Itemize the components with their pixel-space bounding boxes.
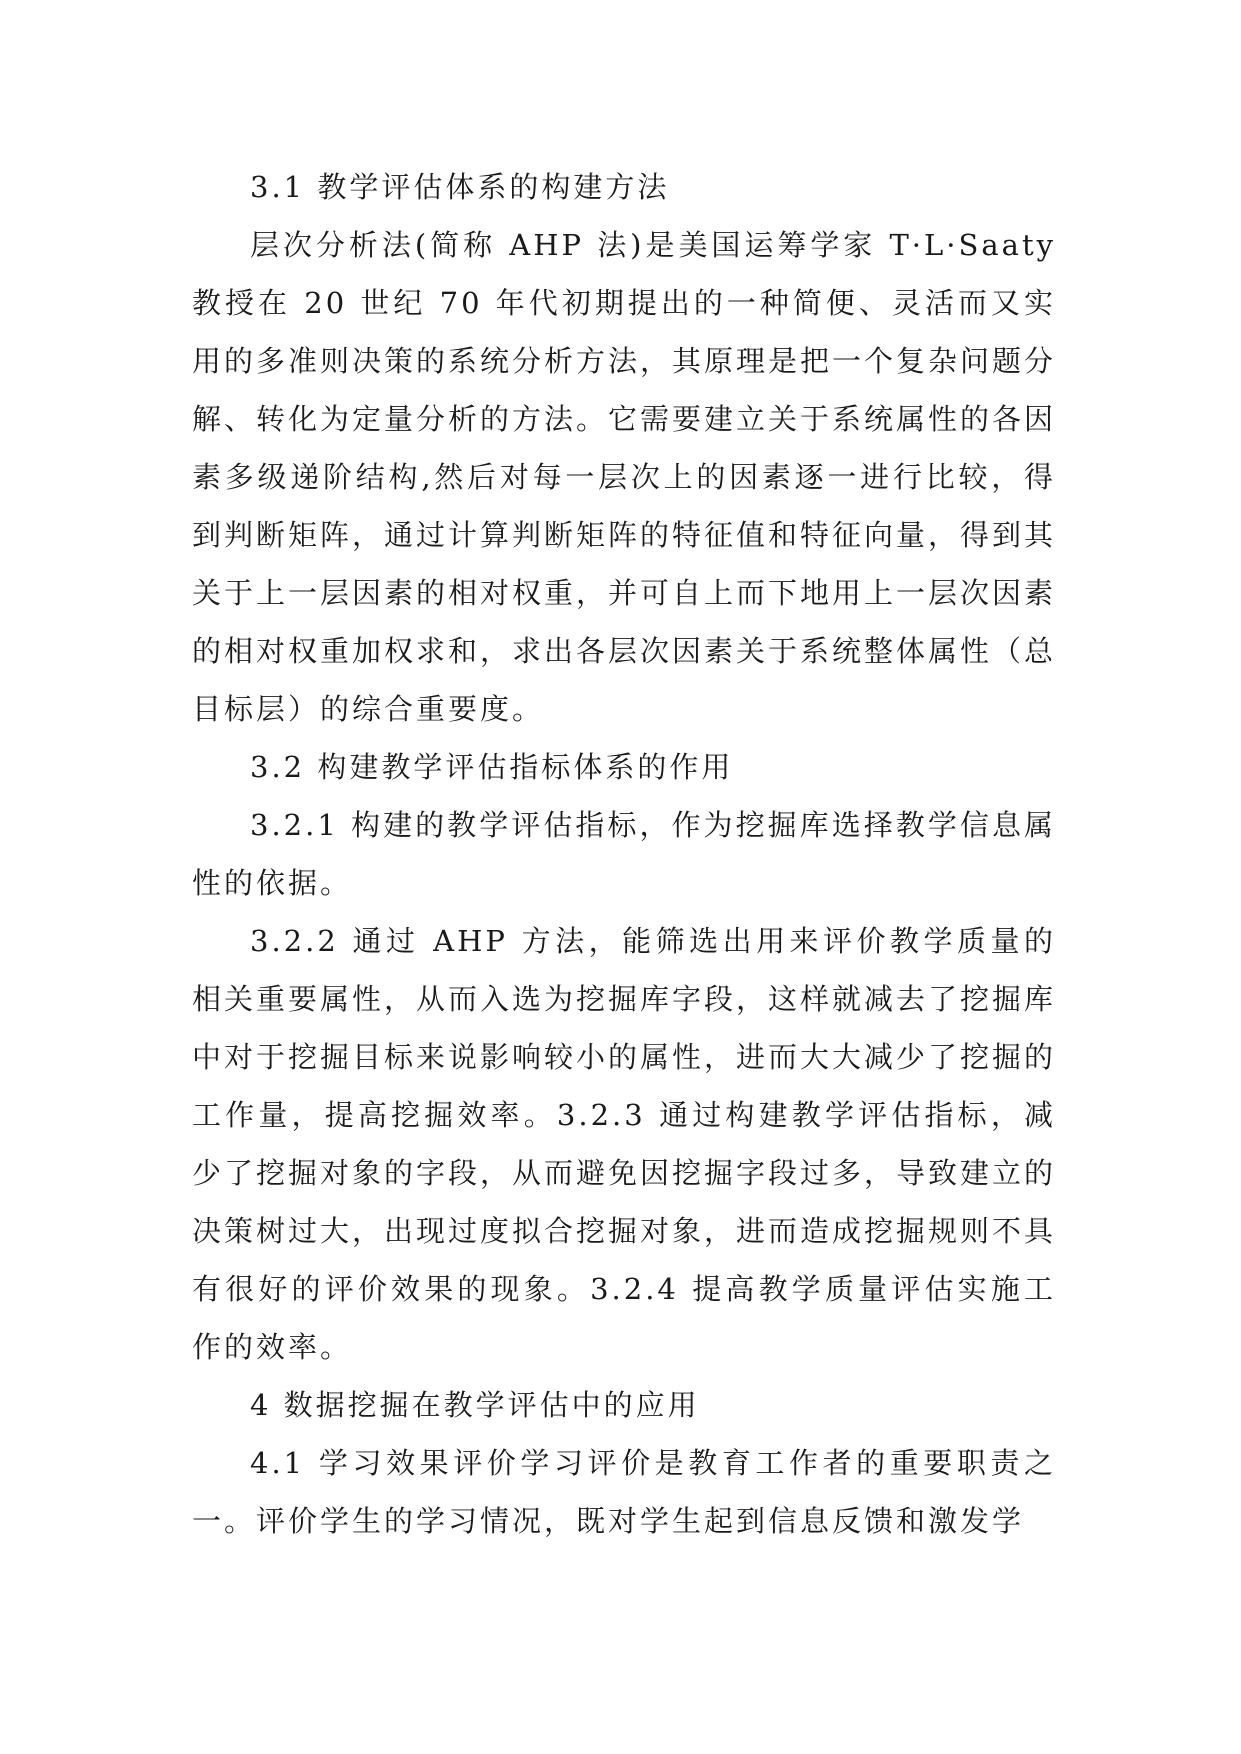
paragraph-3-2-2: 3.2.2 通过 AHP 方法，能筛选出用来评价教学质量的相关重要属性，从而入选为挖掘库字段，这样就减去了挖掘库中对于挖掘目标来说影响较小的属性，进而大大减少了挖掘的工作量，提高挖掘效率。3.2.3 通过构建教学评估指标，减少了挖掘对象的字段，从而避免因挖掘字段过多，导致建立的决策树过大，出现过度拟合挖掘对象，进而造成挖掘规则不具有很好的评价效果的现象。3.2.4 提高教学质量评估实施工作的效率。: [192, 924, 1057, 1364]
paragraph-3-2-1: 3.2.1 构建的教学评估指标，作为挖掘库选择教学信息属性的依据。: [192, 808, 1056, 900]
paragraph-ahp-intro: 层次分析法(简称 AHP 法)是美国运筹学家 T·L·Saaty 教授在 20 世纪 70 年代初期提出的一种简便、灵活而又实用的多准则决策的系统分析方法，其原理是把一个复杂问题分解、转化为定量分析的方法。它需要建立关于系统属性的各因素多级递阶结构,然后对每一层次上的因素逐一进行比较，得到判断矩阵，通过计算判断矩阵的特征值和特征向量，得到其关于上一层因素的相对权重，并可自上而下地用上一层次因素的相对权重加权求和，求出各层次因素关于系统整体属性（总目标层）的综合重要度。: [192, 228, 1057, 726]
paragraph-4-1: 4.1 学习效果评价学习评价是教育工作者的重要职责之一。评价学生的学习情况，既对学生起到信息反馈和激发学: [192, 1446, 1056, 1538]
heading-3-2: 3.2 构建教学评估指标体系的作用: [250, 750, 734, 784]
heading-4: 4 数据挖掘在教学评估中的应用: [250, 1388, 700, 1422]
heading-3-1: 3.1 教学评估体系的构建方法: [250, 170, 670, 204]
document-body: [192, 158, 1056, 1550]
